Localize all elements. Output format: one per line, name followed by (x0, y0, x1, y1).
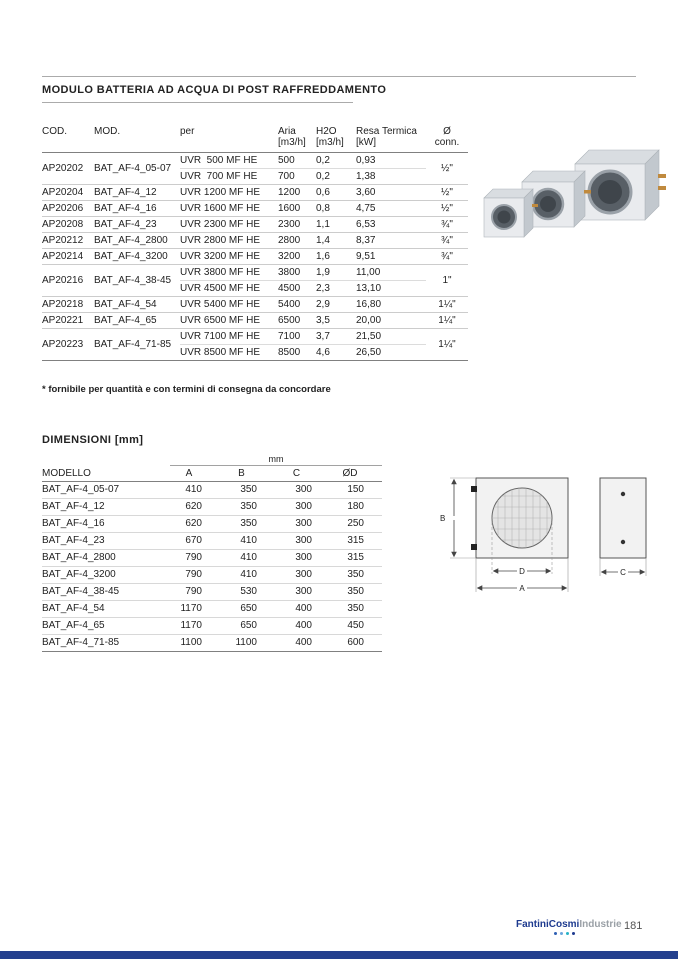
dimension-row (42, 584, 382, 601)
h2o-cell: 4,6 (316, 345, 356, 361)
resa-cell: 9,51 (356, 249, 426, 265)
conn-cell: ¾" (426, 249, 468, 265)
resa-cell: 13,10 (356, 281, 426, 297)
cod-cell: AP20204 (42, 185, 94, 201)
aria-cell: 3800 (278, 265, 316, 281)
dimension-row (42, 618, 382, 635)
brand-dot (554, 932, 557, 935)
dim-cell: 600 (330, 635, 382, 652)
model-cell: BAT_AF-4_38-45 (42, 584, 170, 601)
model-cell: BAT_AF-4_05-07 (94, 163, 172, 174)
conn-cell: ½" (426, 185, 468, 201)
aria-cell: 3200 (278, 249, 316, 265)
dimensions-table (42, 454, 382, 652)
dim-cell: 400 (275, 618, 330, 635)
per-cell: UVR 7100 MF HE (180, 329, 278, 345)
h2o-cell: 0,8 (316, 201, 356, 217)
dim-label-d: D (519, 567, 525, 576)
dim-cell: 315 (330, 550, 382, 567)
model-cell: BAT_AF-4_23 (42, 533, 170, 550)
dimension-row (42, 499, 382, 516)
dimension-row (42, 635, 382, 652)
dimension-row (42, 550, 382, 567)
spacer-cell (42, 454, 170, 466)
dim-cell: 315 (330, 533, 382, 550)
dim-cell: 620 (170, 516, 220, 533)
dim-cell: 350 (330, 601, 382, 618)
header-b: B (220, 466, 275, 482)
dim-cell: 1170 (170, 601, 220, 618)
header-line1: Resa Termica (356, 126, 417, 137)
dim-cell: 650 (220, 601, 275, 618)
product-row (42, 297, 468, 313)
cod-cell: AP20216 (42, 265, 94, 297)
per-cell: UVR 6500 MF HE (180, 313, 278, 329)
dim-cell: 790 (170, 550, 220, 567)
product-row (42, 313, 468, 329)
pipe-fitting (532, 204, 538, 207)
header-h2o (316, 126, 356, 153)
brand-dot (560, 932, 563, 935)
aria-cell: 1200 (278, 185, 316, 201)
dim-cell: 300 (275, 550, 330, 567)
brand-text (516, 919, 622, 930)
aria-cell: 2800 (278, 233, 316, 249)
per-cell: UVR 3800 MF HE (180, 265, 278, 281)
h2o-cell: 0,6 (316, 185, 356, 201)
dimension-row (42, 601, 382, 618)
dimension-row (42, 533, 382, 550)
dim-cell: 1170 (170, 618, 220, 635)
header-line2: [m3/h] (316, 137, 344, 148)
product-row (42, 249, 468, 265)
pipe-fitting (658, 174, 666, 178)
resa-cell: 21,50 (356, 329, 426, 345)
conn-cell: ¾" (426, 233, 468, 249)
dim-cell: 250 (330, 516, 382, 533)
dim-cell: 790 (170, 567, 220, 584)
product-row (42, 265, 468, 281)
per-cell: UVR 500 MF HE (180, 155, 258, 166)
aria-cell: 6500 (278, 313, 316, 329)
product-row (42, 217, 468, 233)
unit-small (484, 189, 538, 237)
model-cell: BAT_AF-4_2800 (94, 233, 180, 249)
product-row (42, 185, 468, 201)
dim-cell: 350 (240, 484, 257, 495)
dim-cell: 300 (275, 533, 330, 550)
h2o-cell: 2,3 (316, 281, 356, 297)
per-cell: UVR 5400 MF HE (180, 297, 278, 313)
brand-dot (572, 932, 575, 935)
h2o-cell: 1,4 (316, 233, 356, 249)
fixing-hole (621, 492, 625, 496)
header-line1: Ø (443, 126, 451, 137)
header-line1: MOD. (94, 126, 121, 137)
dimensions-table-body (42, 482, 382, 652)
h2o-cell: 1,6 (316, 249, 356, 265)
conn-cell: ½" (426, 201, 468, 217)
aria-cell: 2300 (278, 217, 316, 233)
resa-cell: 6,53 (356, 217, 426, 233)
product-table (42, 126, 468, 361)
model-cell: BAT_AF-4_38-45 (94, 265, 180, 297)
per-cell: UVR 3200 MF HE (180, 249, 278, 265)
header-mod (94, 126, 180, 153)
header-aria (278, 126, 316, 153)
dim-cell: 350 (330, 584, 382, 601)
brand-logo (516, 919, 622, 935)
brand-dot (566, 932, 569, 935)
mounting-tab (471, 486, 477, 492)
cod-cell: AP20202 (42, 163, 84, 174)
brand-dots (516, 932, 612, 935)
brand-name: FantiniCosmi (516, 919, 580, 930)
h2o-cell: 3,7 (316, 329, 356, 345)
dim-cell: 300 (275, 516, 330, 533)
cod-cell: AP20206 (42, 201, 94, 217)
page-number: 181 (624, 920, 643, 932)
product-photo (478, 128, 668, 273)
unit-large (575, 150, 666, 220)
pipe-fitting (658, 186, 666, 190)
aria-cell: 7100 (278, 329, 316, 345)
dimension-row (42, 516, 382, 533)
dim-cell: 790 (170, 584, 220, 601)
dim-label-a: A (519, 584, 525, 593)
product-table-body (42, 153, 468, 361)
model-cell: BAT_AF-4_3200 (94, 249, 180, 265)
h2o-cell: 1,1 (316, 217, 356, 233)
product-row (42, 201, 468, 217)
brand-suffix: Industrie (579, 919, 622, 930)
dim-cell: 1100 (220, 635, 275, 652)
product-row (42, 233, 468, 249)
dim-cell: 670 (170, 533, 220, 550)
dim-label-b: B (440, 514, 446, 523)
h2o-cell: 1,9 (316, 265, 356, 281)
conn-cell: 1¼" (426, 329, 468, 361)
cod-cell: AP20223 (42, 329, 94, 361)
top-divider (42, 76, 636, 77)
dim-cell: 300 (275, 499, 330, 516)
per-cell: UVR 1200 MF HE (180, 185, 278, 201)
conn-cell: 1¼" (426, 313, 468, 329)
aria-cell: 700 (278, 169, 316, 185)
side-view (600, 478, 646, 558)
dim-cell: 530 (220, 584, 275, 601)
model-cell: BAT_AF-4_71-85 (94, 329, 180, 361)
cod-cell: AP20208 (42, 217, 94, 233)
fixing-hole (621, 540, 625, 544)
header-resa (356, 126, 426, 153)
per-cell: UVR 4500 MF HE (180, 281, 278, 297)
header-a: A (170, 466, 220, 482)
dim-cell: 300 (275, 567, 330, 584)
section2-title: DIMENSIONI [mm] (42, 434, 144, 446)
aria-cell: 8500 (278, 345, 316, 361)
model-cell: BAT_AF-4_16 (42, 516, 170, 533)
header-od: ØD (330, 466, 382, 482)
unit-header: mm (170, 454, 382, 466)
per-cell: UVR 2800 MF HE (180, 233, 278, 249)
dim-cell: 410 (220, 550, 275, 567)
resa-cell: 11,00 (356, 265, 426, 281)
footnote: * fornibile per quantità e con termini di consegna da concordare (42, 384, 331, 395)
model-cell: BAT_AF-4_65 (94, 313, 180, 329)
model-cell: BAT_AF-4_65 (42, 618, 170, 635)
dimension-row (42, 567, 382, 584)
resa-cell: 3,60 (356, 185, 426, 201)
h2o-cell: 0,2 (316, 155, 330, 166)
model-cell: BAT_AF-4_71-85 (42, 635, 170, 652)
model-cell: BAT_AF-4_16 (94, 201, 180, 217)
pipe-fitting (584, 190, 591, 194)
dim-cell: 410 (220, 533, 275, 550)
dim-cell: 410 (185, 484, 202, 495)
mounting-tab (471, 544, 477, 550)
dim-cell: 410 (220, 567, 275, 584)
per-cell: UVR 1600 MF HE (180, 201, 278, 217)
per-cell: UVR 2300 MF HE (180, 217, 278, 233)
h2o-cell: 3,5 (316, 313, 356, 329)
aria-cell: 1600 (278, 201, 316, 217)
dim-cell: 450 (330, 618, 382, 635)
bottom-bar (0, 951, 678, 959)
header-line1: H2O (316, 126, 337, 137)
per-cell: UVR 8500 MF HE (180, 345, 278, 361)
model-cell: BAT_AF-4_54 (94, 297, 180, 313)
product-table-header (42, 126, 468, 153)
dim-cell: 150 (347, 484, 364, 495)
model-cell: BAT_AF-4_12 (94, 185, 180, 201)
conn-cell: ¾" (426, 217, 468, 233)
header-line1: COD. (42, 126, 67, 137)
resa-cell: 20,00 (356, 313, 426, 329)
model-cell: BAT_AF-4_05-07 (42, 484, 120, 495)
model-cell: BAT_AF-4_12 (42, 499, 170, 516)
header-per (180, 126, 278, 153)
dim-cell: 180 (330, 499, 382, 516)
h2o-cell: 0,2 (316, 169, 356, 185)
cod-cell: AP20218 (42, 297, 94, 313)
section1-title: MODULO BATTERIA AD ACQUA DI POST RAFFREDDAMENTO (42, 84, 387, 96)
dim-label-c: C (620, 568, 626, 577)
header-line1: per (180, 126, 195, 137)
conn-cell: 1¼" (426, 297, 468, 313)
per-cell: UVR 700 MF HE (180, 169, 278, 185)
dim-cell: 350 (220, 499, 275, 516)
aria-cell: 500 (278, 155, 295, 166)
resa-cell: 8,37 (356, 233, 426, 249)
resa-cell: 0,93 (356, 155, 376, 166)
header-line2: [kW] (356, 137, 376, 148)
conn-cell: ½" (441, 163, 453, 174)
product-row (42, 329, 468, 345)
dimension-drawing (430, 466, 675, 616)
header-c: C (275, 466, 330, 482)
product-row (42, 153, 468, 169)
header-conn (426, 126, 468, 153)
title-divider (42, 102, 353, 103)
header-line2: [m3/h] (278, 137, 306, 148)
resa-cell: 26,50 (356, 345, 426, 361)
model-cell: BAT_AF-4_3200 (42, 567, 170, 584)
cod-cell: AP20212 (42, 233, 94, 249)
dim-cell: 350 (220, 516, 275, 533)
header-cod (42, 126, 94, 153)
dim-cell: 620 (170, 499, 220, 516)
dim-cell: 300 (295, 484, 312, 495)
dimension-row (42, 482, 382, 499)
aria-cell: 5400 (278, 297, 316, 313)
model-cell: BAT_AF-4_23 (94, 217, 180, 233)
dim-cell: 300 (275, 584, 330, 601)
header-line2: conn. (434, 137, 460, 148)
header-line1: Aria (278, 126, 296, 137)
model-cell: BAT_AF-4_54 (42, 601, 170, 618)
aria-cell: 4500 (278, 281, 316, 297)
dim-cell: 1100 (170, 635, 220, 652)
resa-cell: 16,80 (356, 297, 426, 313)
header-modello: MODELLO (42, 466, 170, 482)
resa-cell: 4,75 (356, 201, 426, 217)
dim-cell: 350 (330, 567, 382, 584)
dim-cell: 650 (220, 618, 275, 635)
conn-cell: 1" (426, 265, 468, 297)
h2o-cell: 2,9 (316, 297, 356, 313)
model-cell: BAT_AF-4_2800 (42, 550, 170, 567)
dim-cell: 400 (275, 635, 330, 652)
dim-cell: 400 (275, 601, 330, 618)
cod-cell: AP20214 (42, 249, 94, 265)
dimensions-table-header (42, 454, 382, 482)
cod-cell: AP20221 (42, 313, 94, 329)
resa-cell: 1,38 (356, 169, 426, 185)
